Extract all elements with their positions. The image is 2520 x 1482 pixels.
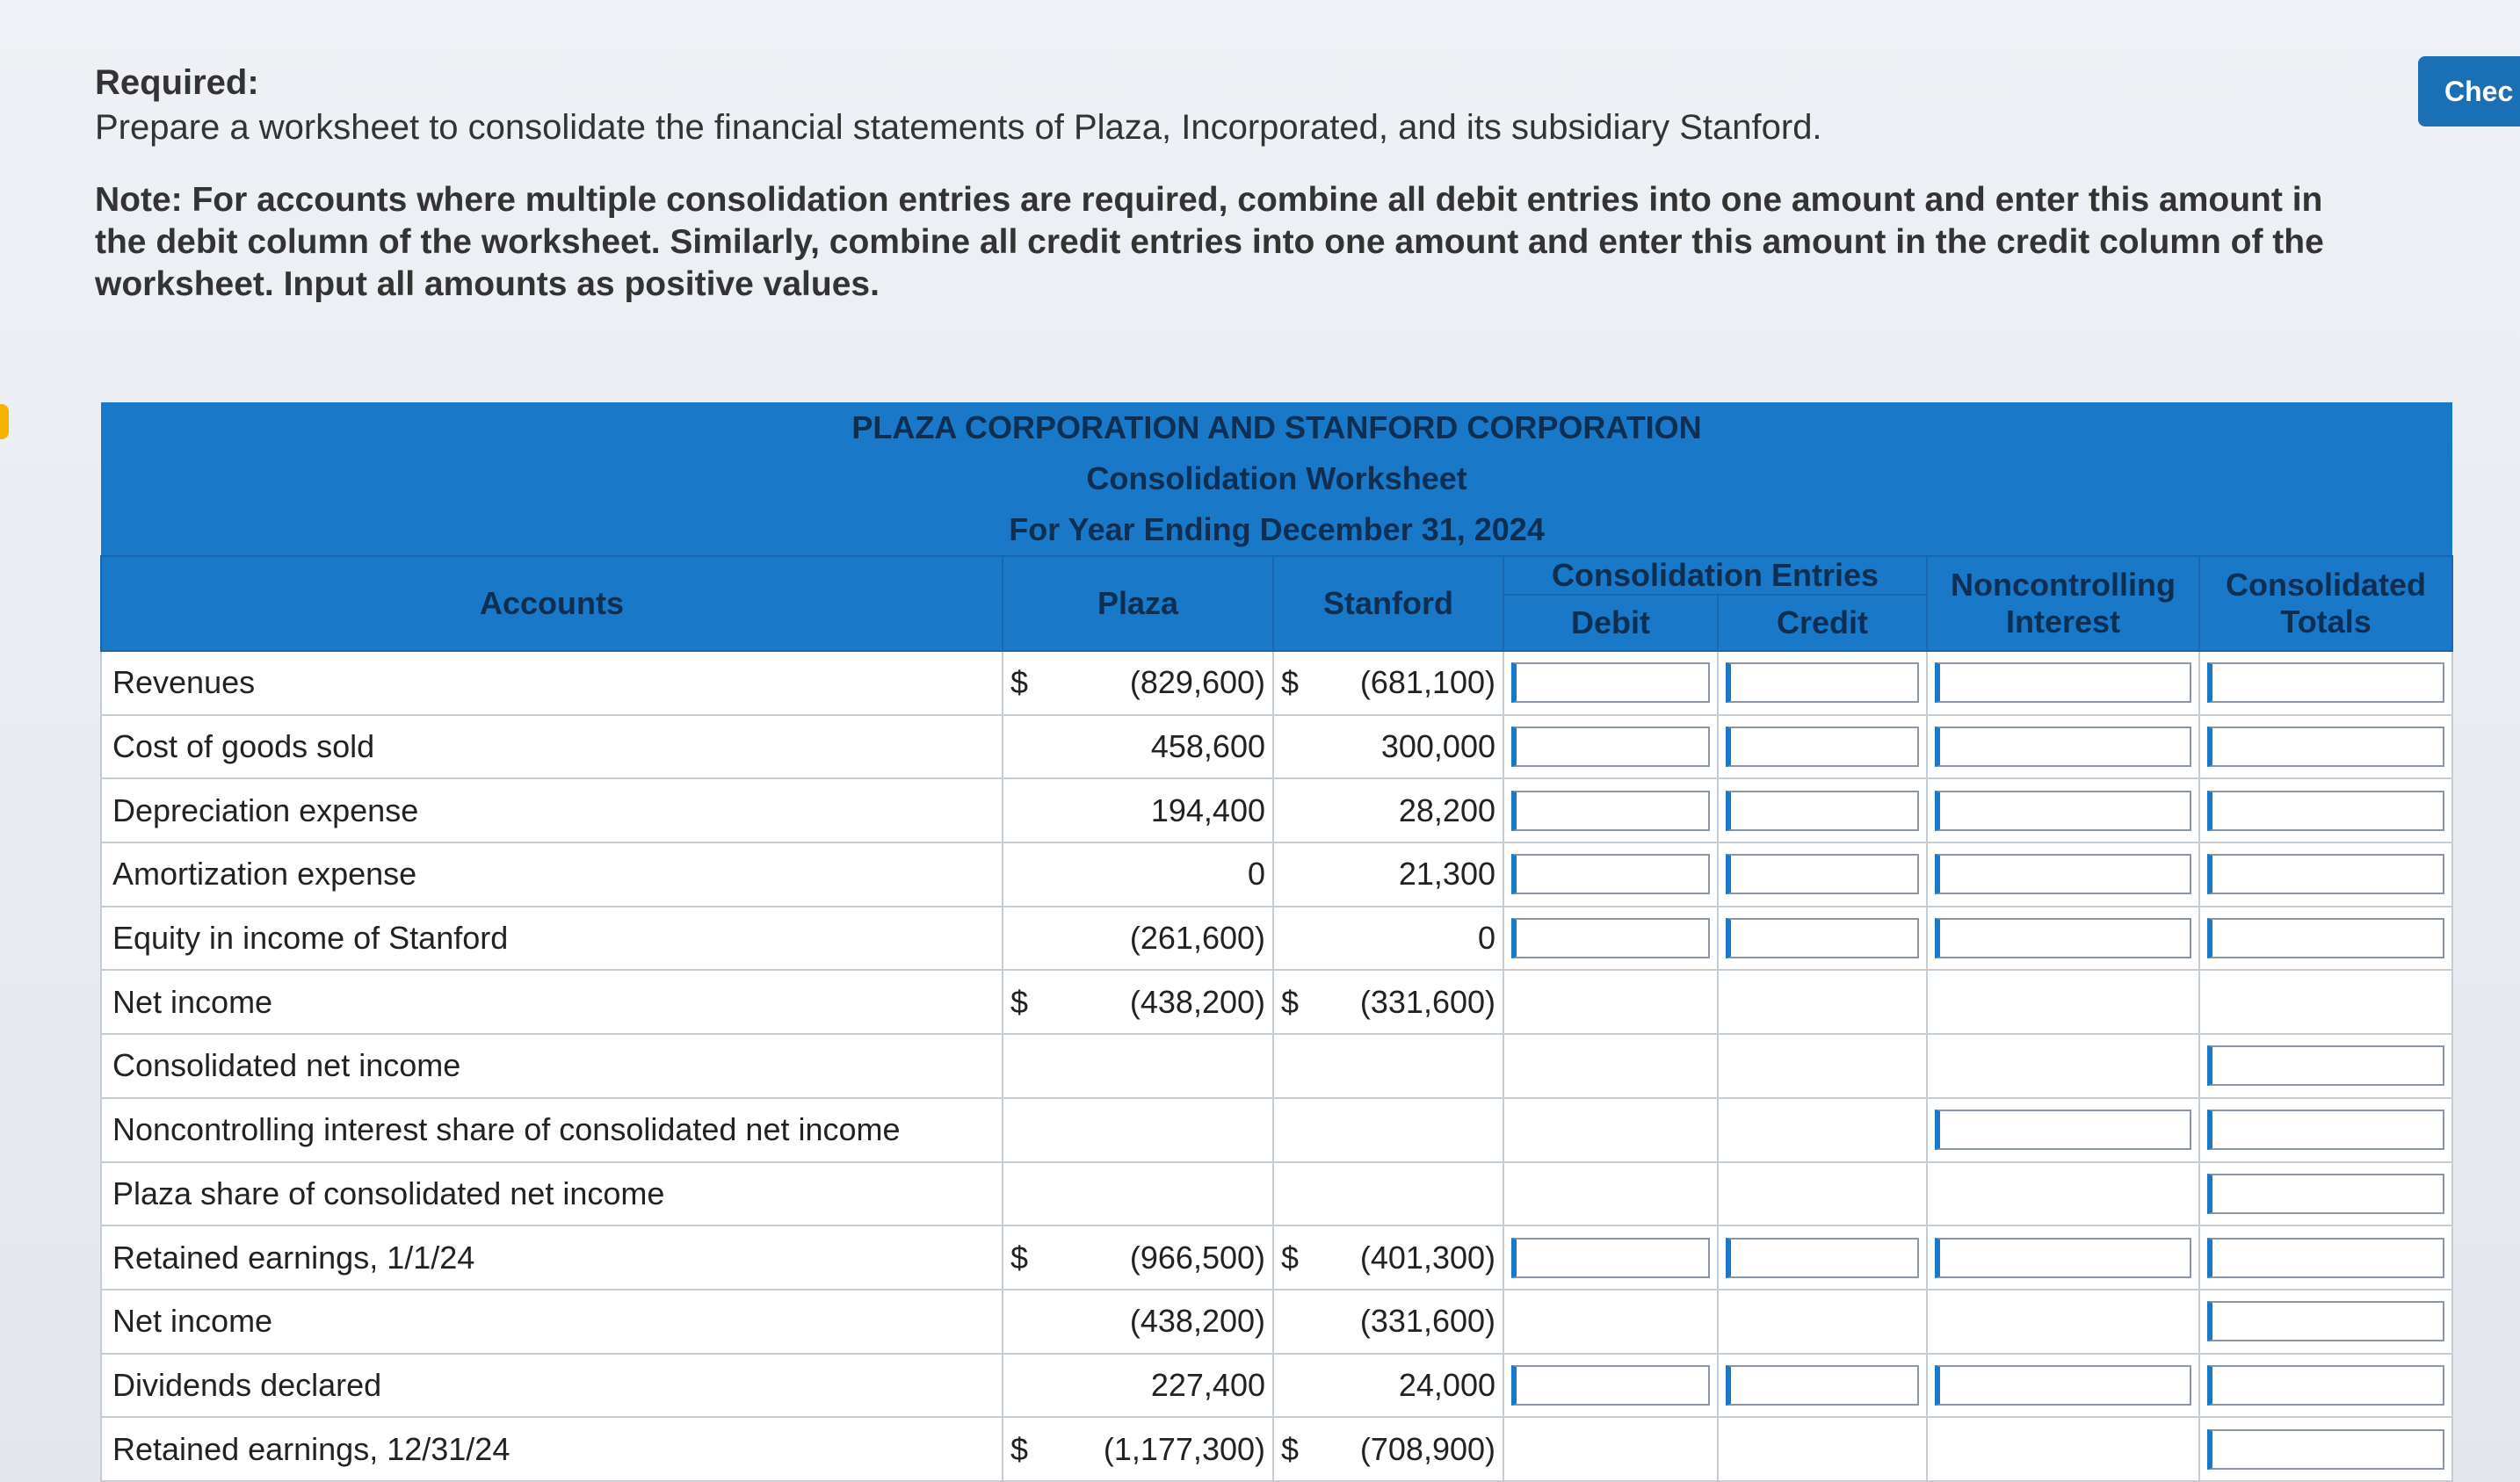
consolidated-input[interactable] xyxy=(2207,1429,2444,1470)
header-debit: Debit xyxy=(1503,595,1718,651)
plaza-amount-cell xyxy=(1003,1417,1273,1481)
stanford-amount-cell xyxy=(1273,778,1503,842)
dollar-sign: $ xyxy=(1010,1430,1029,1467)
credit-input[interactable] xyxy=(1726,854,1919,894)
credit-cell xyxy=(1718,1098,1927,1162)
stanford-amount xyxy=(1281,664,1495,701)
debit-cell xyxy=(1503,1098,1718,1162)
consolidated-cell xyxy=(2199,1162,2452,1226)
account-name: Consolidated net income xyxy=(101,1034,1003,1098)
debit-cell xyxy=(1503,715,1718,779)
plaza-amount-cell xyxy=(1003,1225,1273,1290)
plaza-value: 194,400 xyxy=(1150,792,1265,828)
noncontrolling-input[interactable] xyxy=(1935,727,2191,767)
stanford-amount-cell xyxy=(1273,842,1503,907)
consolidated-cell xyxy=(2199,907,2452,971)
noncontrolling-input[interactable] xyxy=(1935,918,2191,958)
noncontrolling-cell xyxy=(1927,842,2199,907)
stanford-value: (331,600) xyxy=(1359,983,1495,1020)
worksheet-subtitle: Consolidation Worksheet xyxy=(101,453,2452,504)
stanford-amount-cell xyxy=(1273,715,1503,779)
account-name: Retained earnings, 1/1/24 xyxy=(101,1225,1003,1290)
stanford-amount xyxy=(1281,728,1495,765)
plaza-amount-cell xyxy=(1003,778,1273,842)
credit-cell xyxy=(1718,907,1927,971)
dollar-sign: $ xyxy=(1281,983,1300,1020)
account-name: Net income xyxy=(101,1290,1003,1354)
stanford-amount xyxy=(1281,856,1495,893)
debit-cell xyxy=(1503,842,1718,907)
plaza-value: (438,200) xyxy=(1129,983,1265,1020)
consolidated-input[interactable] xyxy=(2207,662,2444,703)
debit-cell xyxy=(1503,1354,1718,1418)
table-row xyxy=(101,1034,2452,1098)
account-name: Retained earnings, 12/31/24 xyxy=(101,1417,1003,1481)
debit-cell xyxy=(1503,1225,1718,1290)
credit-input[interactable] xyxy=(1726,1238,1919,1278)
noncontrolling-cell xyxy=(1927,1098,2199,1162)
dollar-sign: $ xyxy=(1281,1430,1300,1467)
debit-cell xyxy=(1503,970,1718,1034)
credit-cell xyxy=(1718,1354,1927,1418)
stanford-amount xyxy=(1281,792,1495,829)
debit-cell xyxy=(1503,1162,1718,1226)
debit-input[interactable] xyxy=(1511,1238,1710,1278)
stanford-value: 24,000 xyxy=(1398,1366,1495,1403)
plaza-amount xyxy=(1010,1303,1265,1340)
plaza-amount-cell xyxy=(1003,842,1273,907)
credit-cell xyxy=(1718,1290,1927,1354)
credit-cell xyxy=(1718,1417,1927,1481)
table-row xyxy=(101,842,2452,907)
header-accounts: Accounts xyxy=(101,556,1003,651)
plaza-amount-cell xyxy=(1003,1354,1273,1418)
noncontrolling-input[interactable] xyxy=(1935,1110,2191,1150)
consolidated-cell xyxy=(2199,651,2452,715)
noncontrolling-input[interactable] xyxy=(1935,1365,2191,1406)
consolidated-cell xyxy=(2199,842,2452,907)
header-credit: Credit xyxy=(1718,595,1927,651)
noncontrolling-cell xyxy=(1927,907,2199,971)
stanford-amount-cell xyxy=(1273,651,1503,715)
consolidated-input[interactable] xyxy=(2207,1110,2444,1150)
consolidated-input[interactable] xyxy=(2207,791,2444,831)
table-row xyxy=(101,1354,2452,1418)
plaza-amount-cell xyxy=(1003,970,1273,1034)
credit-cell xyxy=(1718,778,1927,842)
account-name: Net income xyxy=(101,970,1003,1034)
consolidated-cell xyxy=(2199,970,2452,1034)
consolidated-input[interactable] xyxy=(2207,1174,2444,1214)
table-row xyxy=(101,1290,2452,1354)
credit-input[interactable] xyxy=(1726,1365,1919,1406)
noncontrolling-cell xyxy=(1927,1225,2199,1290)
stanford-amount-cell xyxy=(1273,970,1503,1034)
consolidation-worksheet xyxy=(100,402,2453,1482)
debit-cell xyxy=(1503,1290,1718,1354)
plaza-amount-cell xyxy=(1003,651,1273,715)
debit-input[interactable] xyxy=(1511,854,1710,894)
plaza-amount xyxy=(1010,1367,1265,1404)
plaza-amount xyxy=(1010,1240,1265,1276)
plaza-value: 227,400 xyxy=(1150,1366,1265,1403)
credit-cell xyxy=(1718,715,1927,779)
table-row xyxy=(101,970,2452,1034)
account-name: Depreciation expense xyxy=(101,778,1003,842)
table-row xyxy=(101,778,2452,842)
account-name: Dividends declared xyxy=(101,1354,1003,1418)
header-plaza: Plaza xyxy=(1003,556,1273,651)
header-consolidated-totals: Consolidated Totals xyxy=(2199,556,2452,651)
plaza-amount xyxy=(1010,792,1265,829)
stanford-value: (401,300) xyxy=(1359,1239,1495,1276)
header-stanford: Stanford xyxy=(1273,556,1503,651)
credit-cell xyxy=(1718,1225,1927,1290)
header-consolidation-entries: Consolidation Entries xyxy=(1503,556,1927,595)
plaza-value: (438,200) xyxy=(1129,1303,1265,1340)
credit-input[interactable] xyxy=(1726,727,1919,767)
consolidated-cell xyxy=(2199,1290,2452,1354)
noncontrolling-cell xyxy=(1927,778,2199,842)
consolidated-input[interactable] xyxy=(2207,1045,2444,1086)
instructions xyxy=(95,63,2344,306)
required-text: Prepare a worksheet to consolidate the financial statements of Plaza, Incorporated, and its subsidiary Stanford. xyxy=(95,108,1822,147)
credit-cell xyxy=(1718,842,1927,907)
debit-cell xyxy=(1503,1034,1718,1098)
table-row xyxy=(101,1225,2452,1290)
dollar-sign: $ xyxy=(1010,1239,1029,1276)
stanford-value: 28,200 xyxy=(1398,792,1495,828)
debit-input[interactable] xyxy=(1511,727,1710,767)
stanford-amount xyxy=(1281,984,1495,1021)
stanford-amount xyxy=(1281,1240,1495,1276)
stanford-value: 300,000 xyxy=(1380,728,1495,765)
stanford-amount-cell xyxy=(1273,907,1503,971)
plaza-value: 458,600 xyxy=(1150,728,1265,765)
debit-input[interactable] xyxy=(1511,1365,1710,1406)
stanford-value: (708,900) xyxy=(1359,1430,1495,1467)
account-name: Amortization expense xyxy=(101,842,1003,907)
table-row xyxy=(101,651,2452,715)
stanford-amount-cell xyxy=(1273,1290,1503,1354)
stanford-value: (331,600) xyxy=(1359,1303,1495,1340)
noncontrolling-cell xyxy=(1927,1417,2199,1481)
stanford-amount-cell xyxy=(1273,1417,1503,1481)
plaza-value: (1,177,300) xyxy=(1103,1430,1265,1467)
noncontrolling-cell xyxy=(1927,1162,2199,1226)
noncontrolling-cell xyxy=(1927,1354,2199,1418)
plaza-amount-cell xyxy=(1003,1290,1273,1354)
consolidated-input[interactable] xyxy=(2207,854,2444,894)
table-row xyxy=(101,1417,2452,1481)
stanford-value: (681,100) xyxy=(1359,664,1495,701)
consolidated-cell xyxy=(2199,1354,2452,1418)
consolidated-input[interactable] xyxy=(2207,1301,2444,1341)
side-tab[interactable] xyxy=(0,404,9,439)
table-row xyxy=(101,1098,2452,1162)
noncontrolling-cell xyxy=(1927,1290,2199,1354)
account-name: Equity in income of Stanford xyxy=(101,907,1003,971)
stanford-amount xyxy=(1281,1303,1495,1340)
account-name: Revenues xyxy=(101,651,1003,715)
plaza-amount-cell xyxy=(1003,907,1273,971)
stanford-amount-cell xyxy=(1273,1162,1503,1226)
plaza-amount xyxy=(1010,920,1265,957)
table-row xyxy=(101,907,2452,971)
stanford-amount xyxy=(1281,1431,1495,1468)
worksheet-period: For Year Ending December 31, 2024 xyxy=(101,504,2452,556)
credit-cell xyxy=(1718,651,1927,715)
credit-input[interactable] xyxy=(1726,918,1919,958)
noncontrolling-cell xyxy=(1927,651,2199,715)
consolidated-input[interactable] xyxy=(2207,1365,2444,1406)
plaza-amount-cell xyxy=(1003,1034,1273,1098)
plaza-amount-cell xyxy=(1003,1098,1273,1162)
consolidated-cell xyxy=(2199,1098,2452,1162)
debit-cell xyxy=(1503,907,1718,971)
debit-input[interactable] xyxy=(1511,791,1710,831)
stanford-amount xyxy=(1281,1367,1495,1404)
credit-cell xyxy=(1718,1162,1927,1226)
plaza-amount xyxy=(1010,984,1265,1021)
stanford-amount-cell xyxy=(1273,1098,1503,1162)
plaza-value: 0 xyxy=(1247,856,1265,893)
account-name: Noncontrolling interest share of consolidated net income xyxy=(101,1098,1003,1162)
credit-cell xyxy=(1718,970,1927,1034)
plaza-amount-cell xyxy=(1003,715,1273,779)
consolidated-input[interactable] xyxy=(2207,727,2444,767)
consolidated-cell xyxy=(2199,1225,2452,1290)
plaza-value: (829,600) xyxy=(1129,664,1265,701)
debit-cell xyxy=(1503,778,1718,842)
plaza-amount xyxy=(1010,1431,1265,1468)
worksheet-title: PLAZA CORPORATION AND STANFORD CORPORATION xyxy=(101,402,2452,453)
stanford-amount-cell xyxy=(1273,1225,1503,1290)
plaza-amount xyxy=(1010,856,1265,893)
consolidated-cell xyxy=(2199,715,2452,779)
plaza-amount xyxy=(1010,728,1265,765)
consolidated-cell xyxy=(2199,1417,2452,1481)
plaza-amount-cell xyxy=(1003,1162,1273,1226)
plaza-value: (966,500) xyxy=(1129,1239,1265,1276)
dollar-sign: $ xyxy=(1281,664,1300,701)
table-row xyxy=(101,715,2452,779)
stanford-amount-cell xyxy=(1273,1034,1503,1098)
noncontrolling-input[interactable] xyxy=(1935,1238,2191,1278)
check-button[interactable]: Chec xyxy=(2418,56,2520,127)
debit-cell xyxy=(1503,651,1718,715)
consolidated-cell xyxy=(2199,1034,2452,1098)
credit-input[interactable] xyxy=(1726,662,1919,703)
header-noncontrolling-interest: Noncontrolling Interest xyxy=(1927,556,2199,651)
required-heading: Required: xyxy=(95,63,259,102)
note-text: Note: For accounts where multiple consolidation entries are required, combine all debit entries into one amount and enter this amount in the debit column of the worksheet. Similarly, combine all credit entries into one amount and enter this amount in the credit column of the worksheet. Input all amounts as positive values. xyxy=(95,181,2324,303)
consolidated-cell xyxy=(2199,778,2452,842)
plaza-amount xyxy=(1010,664,1265,701)
account-name: Cost of goods sold xyxy=(101,715,1003,779)
debit-input[interactable] xyxy=(1511,918,1710,958)
debit-input[interactable] xyxy=(1511,662,1710,703)
stanford-value: 21,300 xyxy=(1398,856,1495,893)
credit-cell xyxy=(1718,1034,1927,1098)
worksheet-body xyxy=(101,651,2452,1481)
noncontrolling-input[interactable] xyxy=(1935,791,2191,831)
noncontrolling-cell xyxy=(1927,970,2199,1034)
dollar-sign: $ xyxy=(1281,1239,1300,1276)
consolidated-input[interactable] xyxy=(2207,1238,2444,1278)
stanford-amount xyxy=(1281,920,1495,957)
account-name: Plaza share of consolidated net income xyxy=(101,1162,1003,1226)
debit-cell xyxy=(1503,1417,1718,1481)
consolidated-input[interactable] xyxy=(2207,918,2444,958)
noncontrolling-cell xyxy=(1927,1034,2199,1098)
noncontrolling-cell xyxy=(1927,715,2199,779)
dollar-sign: $ xyxy=(1010,664,1029,701)
stanford-value: 0 xyxy=(1477,920,1495,957)
noncontrolling-input[interactable] xyxy=(1935,854,2191,894)
stanford-amount-cell xyxy=(1273,1354,1503,1418)
dollar-sign: $ xyxy=(1010,983,1029,1020)
table-row xyxy=(101,1162,2452,1226)
credit-input[interactable] xyxy=(1726,791,1919,831)
plaza-value: (261,600) xyxy=(1129,920,1265,957)
noncontrolling-input[interactable] xyxy=(1935,662,2191,703)
